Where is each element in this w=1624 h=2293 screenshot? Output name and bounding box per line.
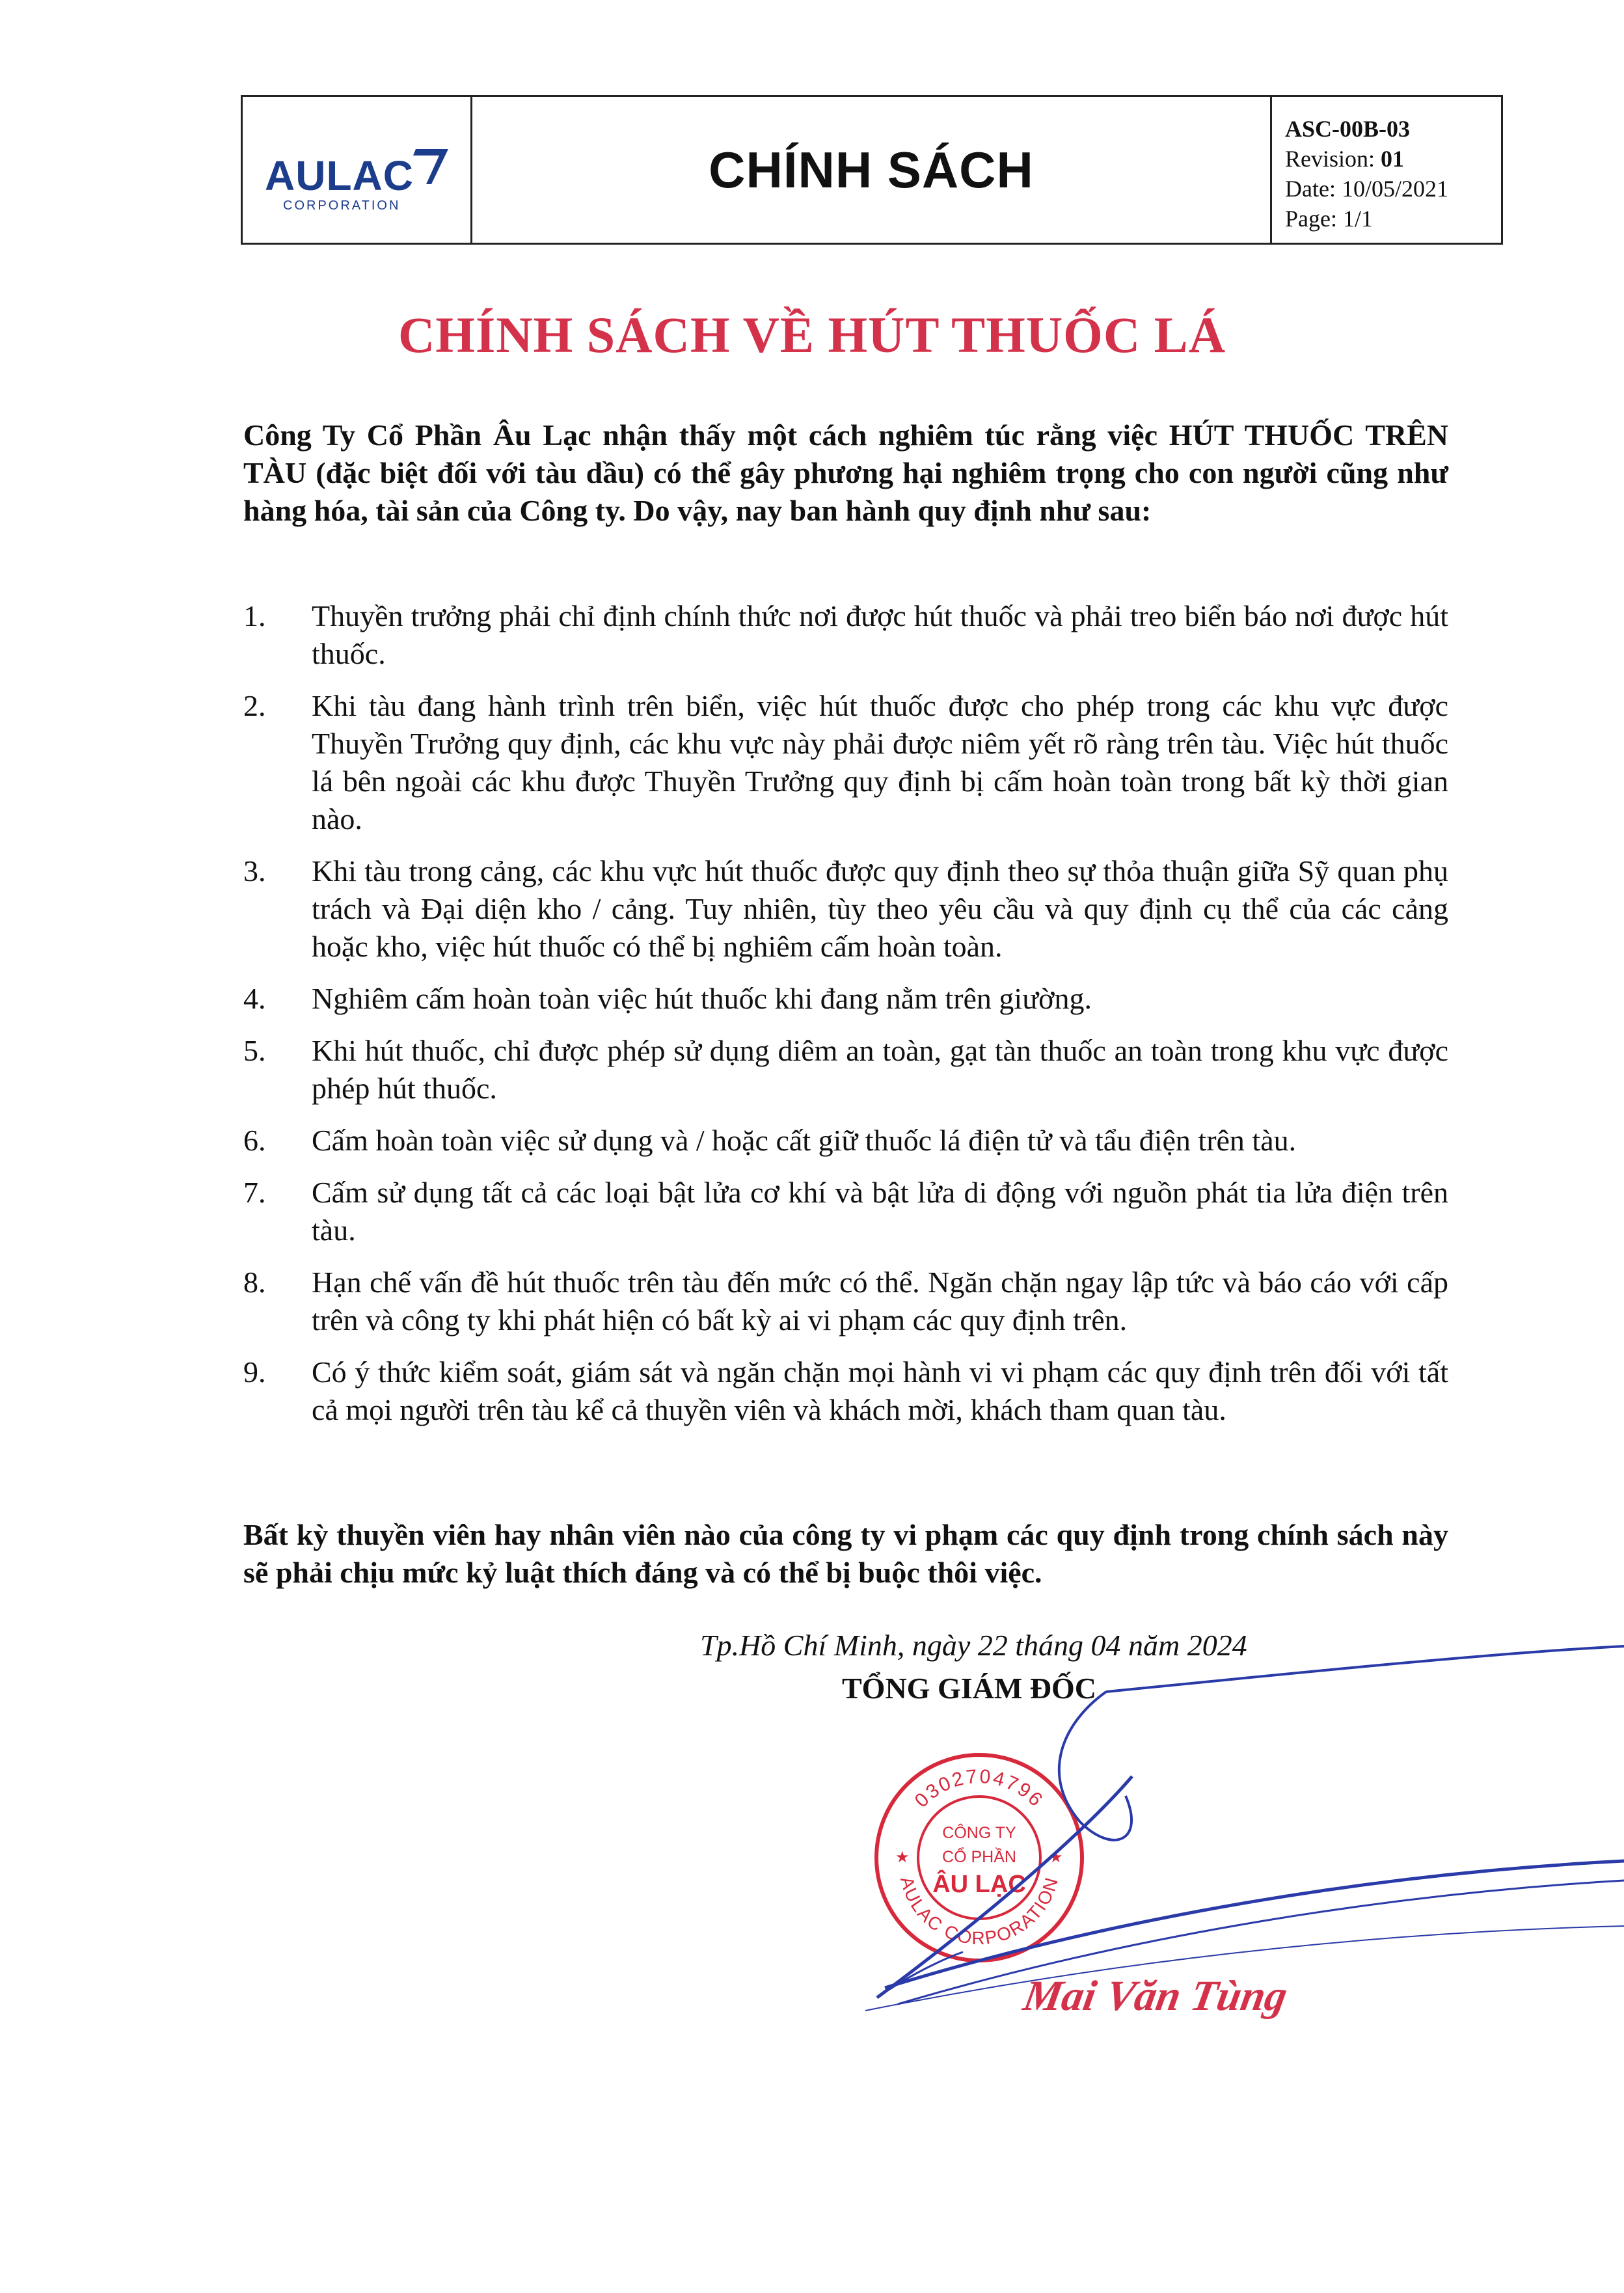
stamp-line-2: CỔ PHẦN bbox=[942, 1848, 1016, 1866]
rule-text: Thuyền trưởng phải chỉ định chính thức nơi được hút thuốc và phải treo biển báo nơi được hút thuốc. bbox=[312, 599, 1448, 670]
revision-label: Revision: bbox=[1285, 146, 1375, 172]
document-header bbox=[241, 95, 1503, 245]
logo-seven-icon bbox=[412, 144, 451, 189]
rule-number: 9. bbox=[243, 1355, 266, 1389]
rule-text: Nghiêm cấm hoàn toàn việc hút thuốc khi đang nằm trên giường. bbox=[312, 982, 1092, 1015]
rule-text: Khi hút thuốc, chỉ được phép sử dụng diêm an toàn, gạt tàn thuốc an toàn trong khu vực được phép hút thuốc. bbox=[312, 1034, 1448, 1105]
list-item bbox=[243, 687, 1448, 838]
list-item bbox=[243, 1353, 1448, 1429]
rule-text: Có ý thức kiểm soát, giám sát và ngăn chặn mọi hành vi vi phạm các quy định trên đối với tất cả mọi người trên tàu kể cả thuyền viên và khách mời, khách tham quan tàu. bbox=[312, 1355, 1448, 1426]
intro-paragraph: Công Ty Cổ Phần Âu Lạc nhận thấy một cách nghiêm túc rằng việc HÚT THUỐC TRÊN TÀU (đặc biệt đối với tàu dầu) có thể gây phương hại nghiêm trọng cho con người cũng như hàng hóa, tài sản của Công ty. Do vậy, nay ban hành quy định như sau: bbox=[243, 418, 1448, 527]
list-item bbox=[243, 1122, 1448, 1160]
rule-number: 6. bbox=[243, 1124, 266, 1157]
document-revision bbox=[1285, 144, 1501, 174]
stamp-star-right-icon: ★ bbox=[1049, 1848, 1063, 1866]
stamp-line-3: ÂU LẠC bbox=[932, 1871, 1026, 1898]
rule-text: Hạn chế vấn đề hút thuốc trên tàu đến mức có thể. Ngăn chặn ngay lập tức và báo cáo với cấp trên và công ty khi phát hiện có bất kỳ ai vi phạm các quy định trên. bbox=[312, 1266, 1448, 1336]
logo-subtitle: CORPORATION bbox=[283, 198, 401, 213]
list-item bbox=[243, 1174, 1448, 1249]
place-and-date: Tp.Hồ Chí Minh, ngày 22 tháng 04 năm 2024 bbox=[700, 1629, 1247, 1662]
rule-number: 8. bbox=[243, 1266, 266, 1299]
rule-number: 1. bbox=[243, 599, 266, 632]
rule-text: Cấm sử dụng tất cả các loại bật lửa cơ khí và bật lửa di động với nguồn phát tia lửa điện trên tàu. bbox=[312, 1176, 1448, 1247]
logo-brand: AULAC bbox=[265, 152, 414, 199]
rule-number: 3. bbox=[243, 854, 266, 888]
signer-name: Mai Văn Tùng bbox=[1020, 1972, 1292, 2020]
closing-statement: Bất kỳ thuyền viên hay nhân viên nào của công ty vi phạm các quy định trong chính sách này sẽ phải chịu mức kỷ luật thích đáng và có thể bị buộc thôi việc. bbox=[243, 1518, 1448, 1589]
document-page-number: Page: 1/1 bbox=[1285, 206, 1373, 232]
rule-text: Khi tàu trong cảng, các khu vực hút thuốc được quy định theo sự thỏa thuận giữa Sỹ quan phụ trách và Đại diện kho / cảng. Tuy nhiên, tùy theo yêu cầu và quy định cụ thể của các cảng hoặc kho, việc hút thuốc có thể bị nghiêm cấm hoàn toàn. bbox=[312, 854, 1448, 963]
list-item bbox=[243, 852, 1448, 966]
signer-title: TỔNG GIÁM ĐỐC bbox=[842, 1672, 1096, 1705]
company-logo bbox=[243, 97, 472, 243]
rule-number: 7. bbox=[243, 1176, 266, 1209]
rule-text: Khi tàu đang hành trình trên biển, việc hút thuốc được cho phép trong các khu vực được Thuyền Trưởng quy định, các khu vực này phải được niêm yết rõ ràng trên tàu. Việc hút thuốc lá bên ngoài các khu được Thuyền Trưởng quy định bị cấm hoàn toàn trong bất kỳ thời gian nào. bbox=[312, 689, 1448, 835]
stamp-star-left-icon: ★ bbox=[895, 1848, 910, 1866]
rules-list bbox=[243, 597, 1448, 1443]
document-title: CHÍNH SÁCH VỀ HÚT THUỐC LÁ bbox=[398, 306, 1226, 363]
list-item bbox=[243, 1032, 1448, 1107]
stamp-line-1: CÔNG TY bbox=[942, 1824, 1016, 1842]
document-date: Date: 10/05/2021 bbox=[1285, 176, 1448, 202]
list-item bbox=[243, 597, 1448, 673]
rule-number: 2. bbox=[243, 689, 266, 722]
rule-number: 4. bbox=[243, 982, 266, 1015]
document-meta bbox=[1272, 97, 1501, 243]
list-item bbox=[243, 980, 1448, 1018]
rule-text: Cấm hoàn toàn việc sử dụng và / hoặc cất giữ thuốc lá điện tử và tẩu điện trên tàu. bbox=[312, 1124, 1297, 1157]
rule-number: 5. bbox=[243, 1034, 266, 1067]
revision-value: 01 bbox=[1381, 146, 1405, 172]
stamp-tax-code: 0302704796 bbox=[910, 1765, 1048, 1812]
stamp-ring-text: AULAC CORPORATION bbox=[896, 1874, 1062, 1949]
list-item bbox=[243, 1264, 1448, 1339]
header-title: CHÍNH SÁCH bbox=[472, 97, 1272, 243]
document-code: ASC-00B-03 bbox=[1285, 116, 1411, 142]
